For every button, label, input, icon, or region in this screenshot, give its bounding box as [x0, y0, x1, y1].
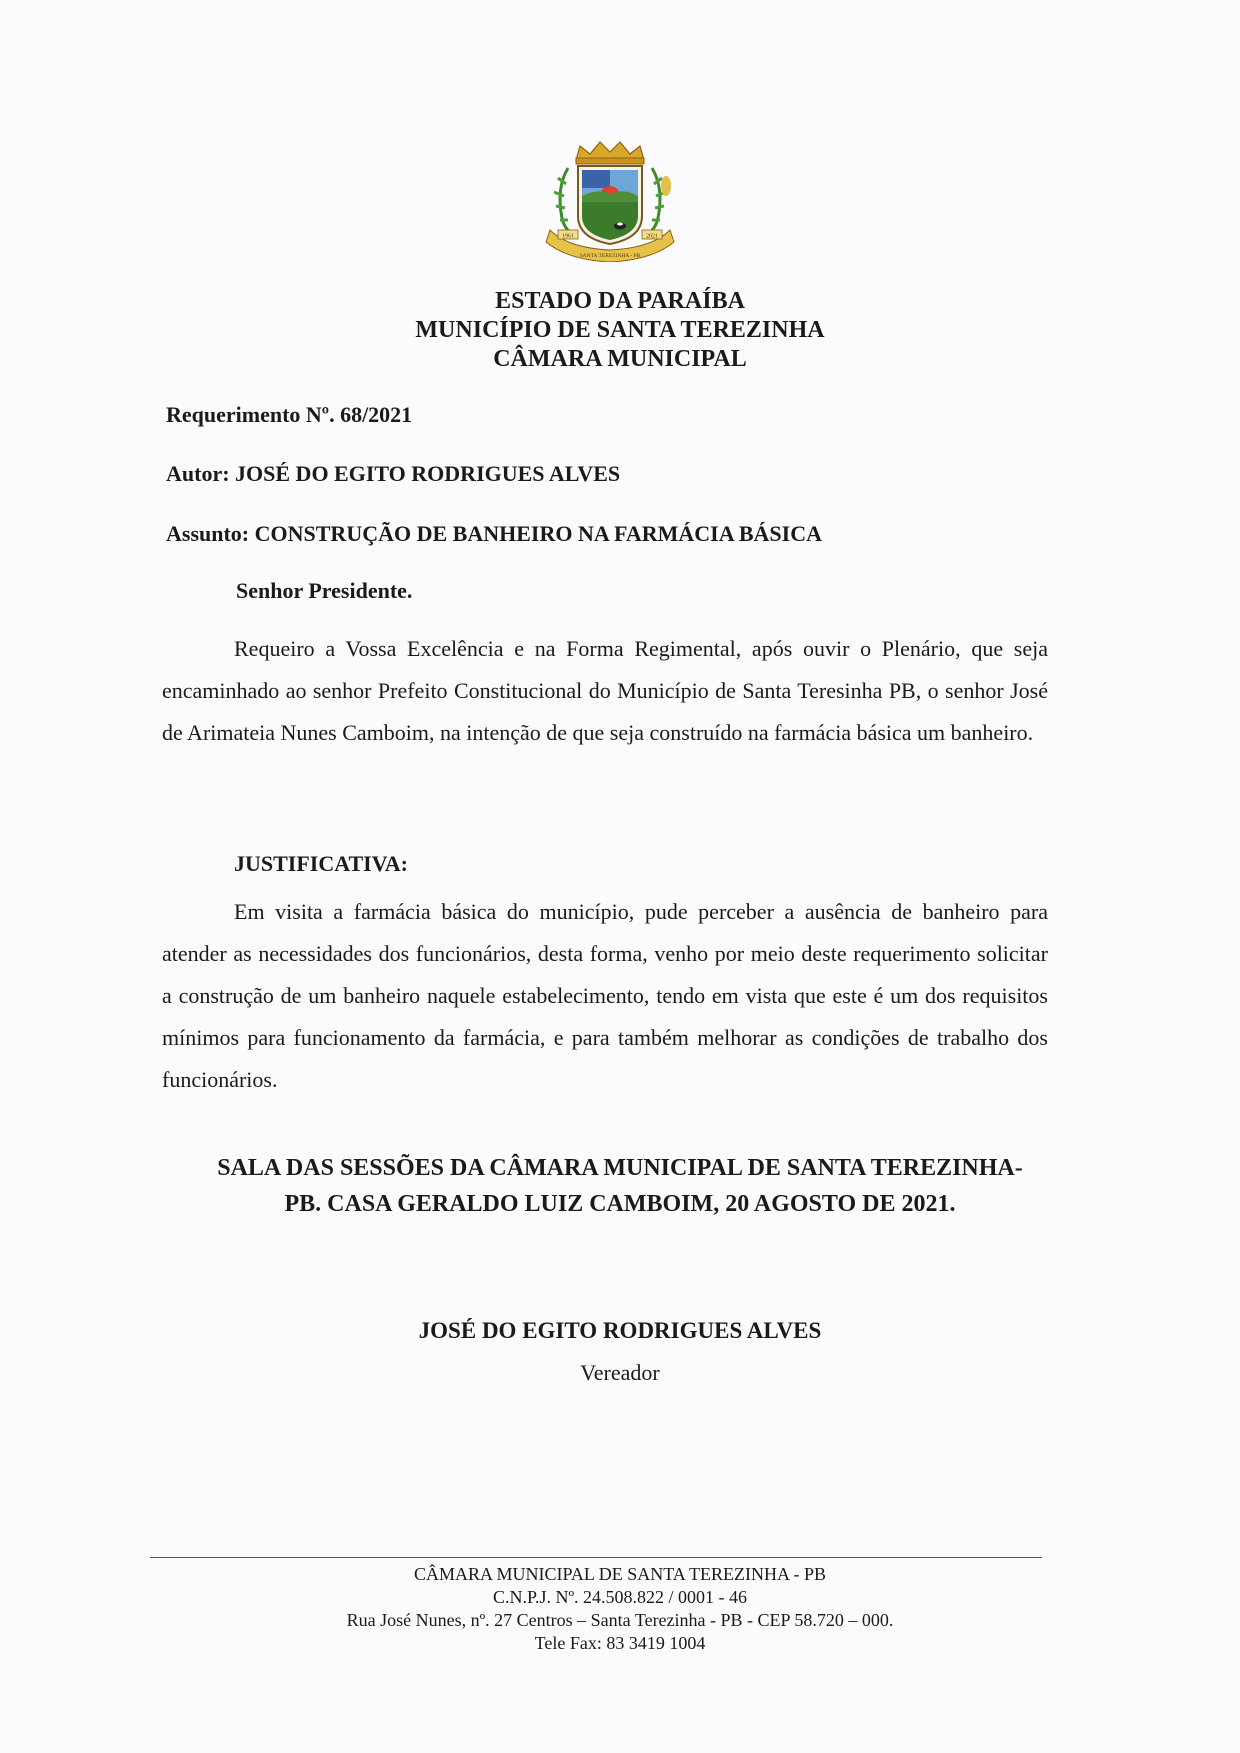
header-municipality: MUNICÍPIO DE SANTA TEREZINHA: [415, 317, 825, 343]
requerimento-number: Requerimento Nº. 68/2021: [166, 402, 413, 427]
justificativa-paragraph: Em visita a farmácia básica do município, pude perceber a ausência de banheiro para atender as necessidades dos funcionários, desta forma, venho por meio deste requerimento solicitar a construção de um banheiro naquele estabelecimento, tendo em vista que este é um dos requisitos mínimos para funcionamento da farmácia, e para também melhorar as condições de trabalho dos funcionários.: [162, 899, 1048, 1092]
footer-cnpj: C.N.P.J. Nº. 24.508.822 / 0001 - 46: [492, 1587, 748, 1607]
signatory-role: Vereador: [580, 1360, 660, 1385]
closing-line-2: PB. CASA GERALDO LUIZ CAMBOIM, 20 AGOSTO DE 2021.: [284, 1191, 956, 1217]
footer-divider: [150, 1557, 1042, 1558]
header-chamber: CÂMARA MUNICIPAL: [493, 346, 747, 372]
document-header: [0, 287, 1240, 374]
autor-line: Autor: JOSÉ DO EGITO RODRIGUES ALVES: [166, 461, 621, 486]
crest-year-right: 2021: [646, 233, 658, 240]
header-state: ESTADO DA PARAÍBA: [495, 288, 745, 314]
assunto-line: Assunto: CONSTRUÇÃO DE BANHEIRO NA FARMÁCIA BÁSICA: [166, 521, 823, 546]
crest-year-left: 1961: [562, 233, 574, 240]
municipal-crest-logo: [528, 138, 692, 262]
crest-ribbon-text: SANTA TEREZINHA - PB: [579, 253, 641, 259]
footer-address: Rua José Nunes, nº. 27 Centros – Santa Terezinha - PB - CEP 58.720 – 000.: [346, 1610, 894, 1630]
signatory-name: JOSÉ DO EGITO RODRIGUES ALVES: [418, 1318, 822, 1343]
footer-phone: Tele Fax: 83 3419 1004: [534, 1633, 706, 1653]
justificativa-heading: JUSTIFICATIVA:: [234, 851, 409, 876]
salutation: Senhor Presidente.: [236, 578, 413, 603]
footer-chamber-name: CÂMARA MUNICIPAL DE SANTA TEREZINHA - PB: [414, 1564, 826, 1584]
closing-line-1: SALA DAS SESSÕES DA CÂMARA MUNICIPAL DE SANTA TEREZINHA-: [217, 1155, 1023, 1181]
request-paragraph: Requeiro a Vossa Excelência e na Forma Regimental, após ouvir o Plenário, que seja encaminhado ao senhor Prefeito Constitucional do Município de Santa Teresinha PB, o senhor José de Arimateia Nunes Camboim, na intenção de que seja construído na farmácia básica um banheiro.: [162, 636, 1048, 745]
footer: [0, 1563, 1240, 1655]
closing-statement: [0, 1150, 1240, 1222]
